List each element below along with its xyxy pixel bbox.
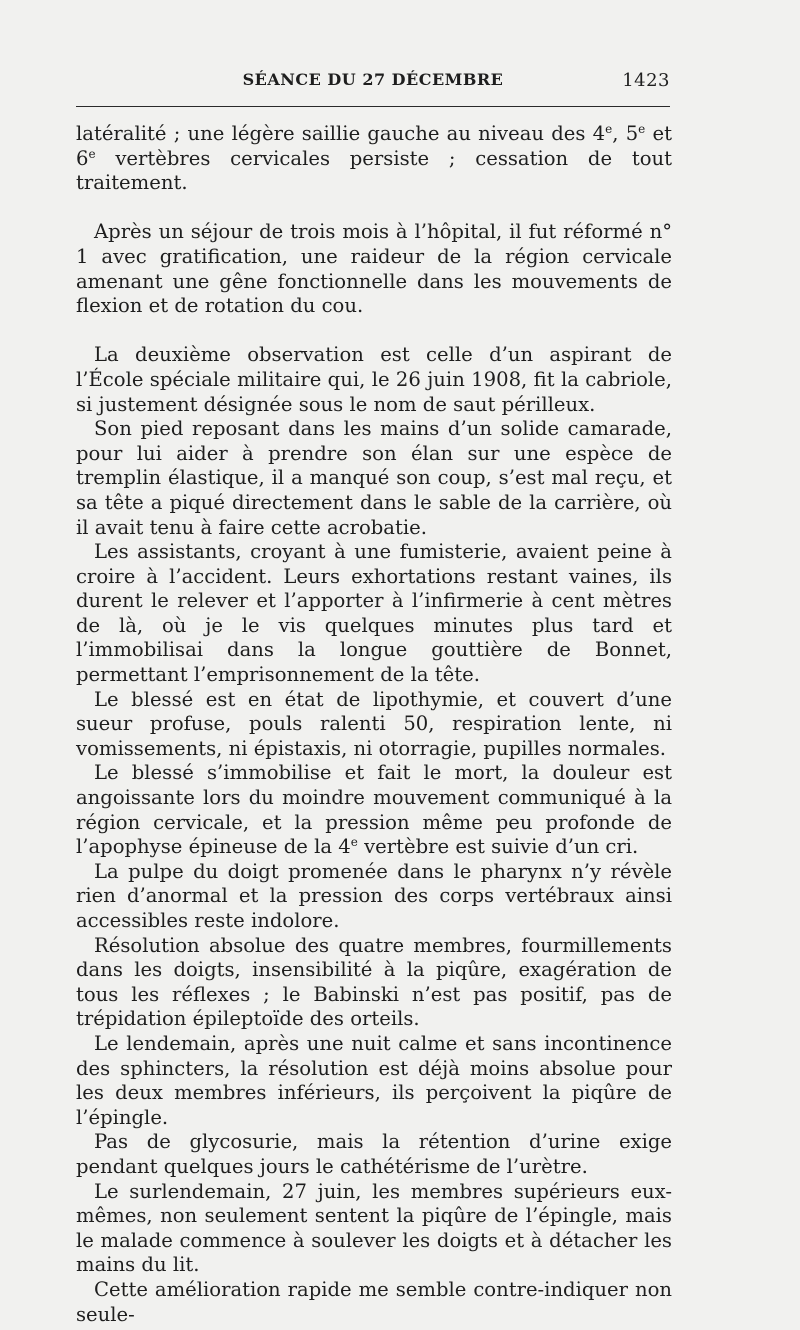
paragraph: Le lendemain, après une nuit calme et sans incontinence des sphincters, la résolution est déjà moins absolue pour les deux membres inférieurs, ils perçoivent la piqûre de l’épingle.	[76, 1031, 672, 1129]
paragraph: Le blessé est en état de lipothymie, et couvert d’une sueur profuse, pouls ralenti 50, respiration lente, ni vomissements, ni épistaxis, ni otorragie, pupilles normales.	[76, 687, 672, 760]
paragraph: La deuxième observation est celle d’un aspirant de l’École spéciale militaire qui, le 26 juin 1908, fit la cabriole, si justement désignée sous le nom de saut périlleux.	[76, 343, 672, 416]
paragraph: Le blessé s’immobilise et fait le mort, la douleur est angoissante lors du moindre mouvement communiqué à la région cervicale, et la pression même peu profonde de l’apophyse épineuse de la 4e vertèbre est suivie d’un cri.	[76, 761, 672, 859]
paragraph: Le surlendemain, 27 juin, les membres supérieurs eux-mêmes, non seulement sentent la piqûre de l’épingle, mais le malade commence à soulever les doigts et à détacher les mains du lit.	[76, 1179, 672, 1277]
body-text	[76, 122, 672, 1327]
header-rule	[76, 106, 670, 107]
paragraph: Les assistants, croyant à une fumisterie, avaient peine à croire à l’accident. Leurs exhortations restant vaines, ils durent le relever et l’apporter à l’infirmerie à cent mètres de là, où je le vis quelques minutes plus tard et l’immobilisai dans la longue gouttière de Bonnet, permettant l’emprisonnement de la tête.	[76, 540, 672, 687]
paragraph: Son pied reposant dans les mains d’un solide camarade, pour lui aider à prendre son élan sur une espèce de tremplin élastique, il a manqué son coup, s’est mal reçu, et sa tête a piqué directement dans le sable de la carrière, où il avait tenu à faire cette acrobatie.	[76, 417, 672, 539]
running-head-title: SÉANCE DU 27 DÉCEMBRE	[242, 70, 504, 89]
paragraph-continued: latéralité ; une légère saillie gauche au niveau des 4e, 5e et 6e vertèbres cervicales persiste ; cessation de tout traitement.	[76, 122, 672, 195]
paragraph: Pas de glycosurie, mais la rétention d’urine exige pendant quelques jours le cathétérisme de l’urètre.	[76, 1130, 672, 1178]
page-number: 1423	[622, 70, 670, 91]
running-head	[76, 70, 670, 94]
paragraph: Après un séjour de trois mois à l’hôpital, il fut réformé n° 1 avec gratification, une raideur de la région cervicale amenant une gêne fonctionnelle dans les mouvements de flexion et de rotation du cou.	[76, 220, 672, 318]
paragraph: La pulpe du doigt promenée dans le pharynx n’y révèle rien d’anormal et la pression des corps vertébraux ainsi accessibles reste indolore.	[76, 859, 672, 932]
paragraph: Cette amélioration rapide me semble contre-indiquer non seule-	[76, 1277, 672, 1326]
paragraph: Résolution absolue des quatre membres, fourmillements dans les doigts, insensibilité à la piqûre, exagération de tous les réflexes ; le Babinski n’est pas positif, pas de trépidation épileptoïde des orteils.	[76, 933, 672, 1031]
